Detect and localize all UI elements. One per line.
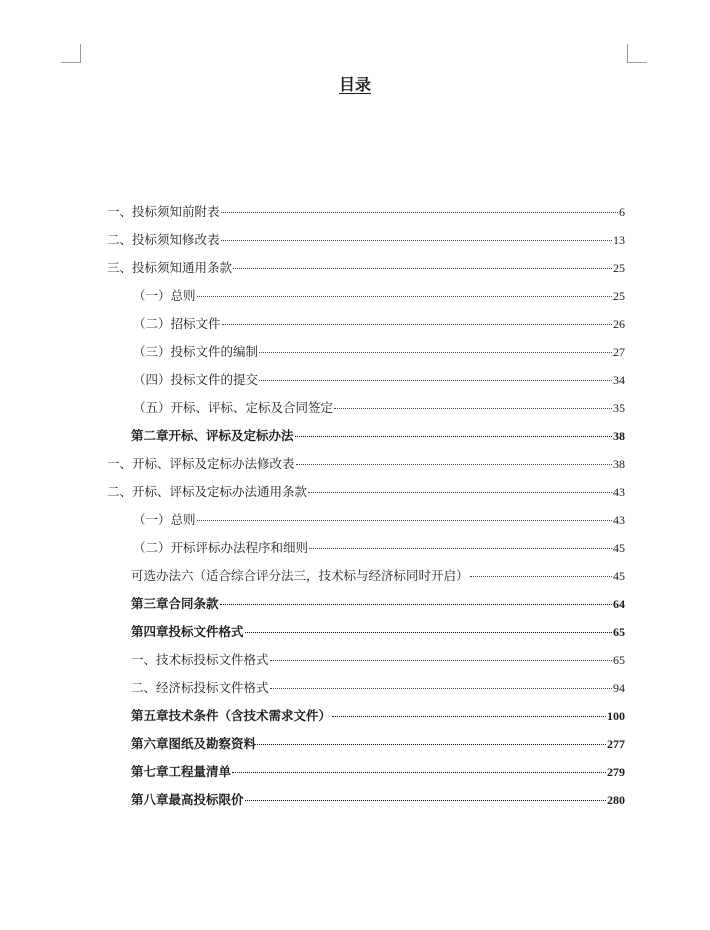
toc-leader-dots <box>259 369 612 381</box>
toc-entry-page-number: 38 <box>613 457 625 471</box>
toc-entry-label: 第六章图纸及勘察资料 <box>131 736 257 751</box>
toc-entry-page-number: 13 <box>613 233 625 247</box>
toc-entry-page-number: 25 <box>613 261 625 275</box>
toc-entry-label: 第三章合同条款 <box>131 596 219 611</box>
toc-leader-dots <box>308 481 612 493</box>
toc-entry-label: （一）总则 <box>133 512 196 527</box>
toc-entry[interactable] <box>131 762 625 782</box>
toc-leader-dots <box>221 201 618 213</box>
toc-entry[interactable] <box>133 370 625 390</box>
toc-entry-page-number: 277 <box>607 737 625 751</box>
toc-entry-page-number: 279 <box>607 765 625 779</box>
toc-entry-page-number: 26 <box>613 317 625 331</box>
toc-entry-page-number: 94 <box>613 681 625 695</box>
toc-entry-label: （二）招标文件 <box>133 316 221 331</box>
toc-entry[interactable] <box>131 678 625 698</box>
toc-leader-dots <box>220 593 612 605</box>
toc-leader-dots <box>197 509 612 521</box>
toc-entry[interactable] <box>131 650 625 670</box>
toc-entry-page-number: 64 <box>613 597 625 611</box>
toc-entry[interactable] <box>133 510 625 530</box>
toc-entry-label: 二、投标须知修改表 <box>107 232 220 247</box>
toc-entry-page-number: 100 <box>607 709 625 723</box>
toc-entry-page-number: 25 <box>613 289 625 303</box>
toc-entry-page-number: 65 <box>613 653 625 667</box>
toc-entry[interactable] <box>131 566 625 586</box>
toc-entry-label: 第五章技术条件（含技术需求文件） <box>131 708 332 723</box>
toc-entry-label: （五）开标、评标、定标及合同签定 <box>133 400 334 415</box>
toc-entry[interactable] <box>131 734 625 754</box>
toc-entry[interactable] <box>131 426 625 446</box>
toc-leader-dots <box>259 341 612 353</box>
toc-entry[interactable] <box>131 790 625 810</box>
toc-leader-dots <box>296 453 612 465</box>
toc-leader-dots <box>222 313 612 325</box>
toc-leader-dots <box>245 789 606 801</box>
toc-leader-dots <box>332 705 606 717</box>
toc-entry-label: 可选办法六（适合综合评分法三，技术标与经济标同时开启） <box>131 568 469 583</box>
toc-entry-label: 第四章投标文件格式 <box>131 624 244 639</box>
toc-entry-label: 一、技术标投标文件格式 <box>131 652 269 667</box>
toc-entry[interactable] <box>133 314 625 334</box>
toc-entry[interactable] <box>133 398 625 418</box>
toc-entry-page-number: 43 <box>613 513 625 527</box>
toc-entry-label: （二）开标评标办法程序和细则 <box>133 540 309 555</box>
toc-entry[interactable] <box>133 342 625 362</box>
toc-entry-label: 一、投标须知前附表 <box>107 204 220 219</box>
toc-entry[interactable] <box>107 454 625 474</box>
toc-leader-dots <box>245 621 612 633</box>
toc-leader-dots <box>270 677 612 689</box>
toc-entry[interactable] <box>133 538 625 558</box>
toc-entry-label: 一、开标、评标及定标办法修改表 <box>107 456 295 471</box>
toc-entry-page-number: 35 <box>613 401 625 415</box>
toc-entry-page-number: 34 <box>613 373 625 387</box>
toc-entry-page-number: 45 <box>613 541 625 555</box>
toc-leader-dots <box>257 733 606 745</box>
toc-entry-label: 第八章最高投标限价 <box>131 792 244 807</box>
toc-entry[interactable] <box>107 258 625 278</box>
toc-leader-dots <box>197 285 612 297</box>
toc-leader-dots <box>270 649 612 661</box>
toc-leader-dots <box>470 565 612 577</box>
toc-entry-page-number: 280 <box>607 793 625 807</box>
toc-entry[interactable] <box>133 286 625 306</box>
toc-entry-page-number: 65 <box>613 625 625 639</box>
toc-entry-label: 二、开标、评标及定标办法通用条款 <box>107 484 308 499</box>
toc-entry-label: 第七章工程量清单 <box>131 764 232 779</box>
toc-entry-page-number: 6 <box>619 205 625 219</box>
toc-leader-dots <box>309 537 612 549</box>
toc-entry[interactable] <box>107 202 625 222</box>
toc-leader-dots <box>232 761 606 773</box>
toc-leader-dots <box>233 257 612 269</box>
toc-entry[interactable] <box>107 230 625 250</box>
toc-entry-label: （四）投标文件的提交 <box>133 372 259 387</box>
toc-entry-page-number: 45 <box>613 569 625 583</box>
toc-leader-dots <box>295 425 612 437</box>
toc-entry-label: （一）总则 <box>133 288 196 303</box>
toc-leader-dots <box>221 229 612 241</box>
toc-entry-label: （三）投标文件的编制 <box>133 344 259 359</box>
toc-entry-label: 三、投标须知通用条款 <box>107 260 233 275</box>
toc-entry-label: 二、经济标投标文件格式 <box>131 680 269 695</box>
toc-entry-page-number: 38 <box>613 429 625 443</box>
toc-leader-dots <box>334 397 612 409</box>
toc-entry[interactable] <box>107 482 625 502</box>
toc-entry[interactable] <box>131 706 625 726</box>
toc-entry[interactable] <box>131 622 625 642</box>
toc-entry[interactable] <box>131 594 625 614</box>
toc-entry-page-number: 27 <box>613 345 625 359</box>
toc-entry-label: 第二章开标、评标及定标办法 <box>131 428 294 443</box>
toc-entry-page-number: 43 <box>613 485 625 499</box>
toc-title: 目录 <box>338 75 371 94</box>
